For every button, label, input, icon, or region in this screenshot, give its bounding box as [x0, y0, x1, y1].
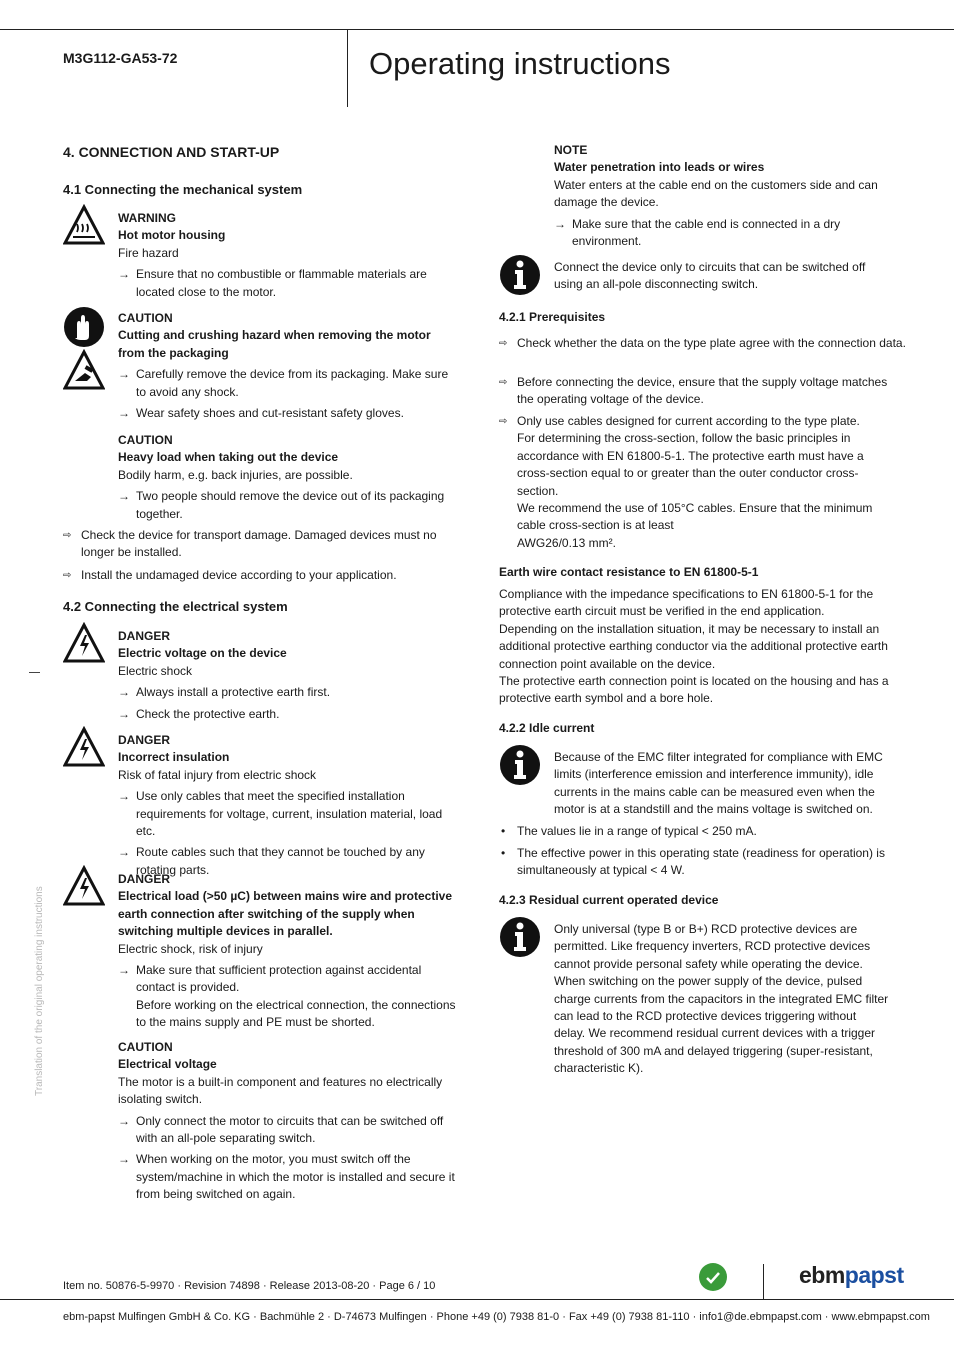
caution-heading: Electrical voltage [118, 1057, 217, 1072]
list-item: → Route cables such that they cannot be touched by any rotating parts. [118, 845, 425, 877]
note-keyword: NOTE [554, 143, 588, 157]
info-icon [499, 254, 541, 296]
subsection-mechanical: 4.1 Connecting the mechanical system [63, 182, 303, 197]
list-item: → Carefully remove the device from its packaging. Make sure to avoid any shock. [118, 367, 449, 399]
caution-keyword: CAUTION [118, 311, 173, 325]
high-voltage-icon [63, 726, 105, 768]
page-title: Operating instructions [369, 46, 671, 81]
bullet-dot-icon: • [501, 846, 506, 860]
list-item: → Only connect the motor to circuits that can be switched off with an all-pole separating switch. [118, 1113, 444, 1146]
danger-heading: Incorrect insulation [118, 750, 230, 765]
danger-keyword: DANGER [118, 733, 171, 747]
list-item: → Make sure that sufficient protection against accidental contact is provided. Before working on the electrical connection, the connections to the mains supply and PE must be shorted. [118, 963, 456, 1030]
arrow-bullet-icon: ⇨ [499, 338, 508, 349]
header-top-rule [0, 29, 954, 30]
danger-keyword: DANGER [118, 872, 171, 886]
danger-text: Electric shock [118, 663, 193, 678]
list-item: → Check the protective earth. [118, 706, 280, 721]
hot-surface-icon [63, 204, 105, 246]
danger-heading: Electrical load (>50 µC) between mains wire and protective earth connection after switching of the supply when switching multiple devices in parallel. [118, 889, 453, 939]
caution-text: Bodily harm, e.g. back injuries, are possible. [118, 467, 353, 482]
danger-keyword: DANGER [118, 629, 171, 643]
list-item: → When working on the motor, you must switch off the system/machine in which the motor is installed and secure it from being switched on again. [118, 1152, 455, 1202]
item-info: Item no. 50876-5-9970 · Revision 74898 · Release 2013-08-20 · Page 6 / 10 [63, 1280, 436, 1292]
list-item: ⇨ Before connecting the device, ensure that the supply voltage matches the operating voltage of the device. [499, 375, 888, 407]
arrow-bullet-icon: ⇨ [499, 416, 508, 427]
danger-electrical-load [118, 871, 463, 1032]
note-heading: Water penetration into leads or wires [554, 160, 765, 175]
danger-insulation [118, 732, 463, 879]
high-voltage-icon [63, 865, 105, 907]
earth-wire-heading: Earth wire contact resistance to EN 61800-5-1 [499, 565, 759, 579]
warning-hot-housing [118, 210, 458, 301]
subsection-prerequisites: 4.2.1 Prerequisites [499, 310, 606, 324]
margin-mark [29, 672, 40, 673]
list-item: → Always install a protective earth first. [118, 685, 331, 700]
caution-heavy-load [118, 432, 458, 523]
high-voltage-icon [63, 622, 105, 664]
section-title: 4. CONNECTION AND START-UP [63, 144, 280, 160]
caution-keyword: CAUTION [118, 1040, 173, 1054]
caution-electrical-voltage [118, 1039, 458, 1204]
warning-text: Fire hazard [118, 245, 179, 260]
crushing-hazard-icon [63, 349, 105, 391]
danger-voltage [118, 628, 458, 723]
list-item: ⇨ Check the device for transport damage. Damaged devices must no longer be installed. [63, 528, 437, 560]
warning-heading: Hot motor housing [118, 228, 226, 243]
danger-heading: Electric voltage on the device [118, 646, 287, 661]
list-item: → Two people should remove the device out of its packaging together. [118, 489, 445, 521]
arrow-bullet-icon: ⇨ [63, 530, 72, 541]
gloves-icon [63, 306, 105, 348]
caution-text: The motor is a built-in component and features no electrically isolating switch. [118, 1074, 443, 1107]
list-item: ⇨ Install the undamaged device according to your application. [63, 567, 461, 584]
model-number: M3G112-GA53-72 [63, 50, 178, 66]
idle-current-info: Because of the EMC filter integrated for compliance with EMC limits (interference emission and interference immunity), idle currents in the mains cable can be measured even when the motor is at a standstill and the mains voltage is switched on. [554, 750, 883, 817]
list-item: → Wear safety shoes and cut-resistant safety gloves. [118, 406, 404, 421]
warning-keyword: WARNING [118, 211, 176, 225]
info-icon [499, 744, 541, 786]
caution-keyword: CAUTION [118, 433, 173, 447]
earth-wire-text: Compliance with the impedance specifications to EN 61800-5-1 for the protective earth circuit must be verified in the end application. Depending on the installation situation, it may be necessary to install an additional protective earthing conductor via the additional protective earth connection point available on the device. The protective earth connection point is located on the housing and has a protective earth symbol and a bore hole. [499, 587, 889, 706]
danger-text: Risk of fatal injury from electric shock [118, 767, 317, 782]
note-water [554, 142, 889, 250]
info-all-pole: Connect the device only to circuits that can be switched off using an all-pole disconnecting switch. [554, 260, 866, 292]
list-item: → Ensure that no combustible or flammable materials are located close to the motor. [118, 267, 427, 299]
caution-cutting [118, 310, 458, 422]
arrow-bullet-icon: ⇨ [499, 377, 508, 388]
list-item: • The values lie in a range of typical < 250 mA. [499, 823, 907, 840]
green-tech-badge-icon [698, 1262, 728, 1292]
caution-heading: Heavy load when taking out the device [118, 450, 339, 465]
note-text: Water enters at the cable end on the customers side and can damage the device. [554, 177, 878, 210]
info-icon [499, 916, 541, 958]
arrow-bullet-icon: ⇨ [63, 570, 72, 581]
side-note: Translation of the original operating instructions [34, 886, 45, 1096]
subsection-electrical: 4.2 Connecting the electrical system [63, 599, 288, 614]
rcd-info: Only universal (type B or B+) RCD protective devices are permitted. Like frequency inverters, RCD protective devices cannot provide personal safety while operating the device. When switching on the power supply of the device, pulsed charge currents from the capacitors in the integrated EMC filter can lead to the RCD protective devices triggering without delay. We recommend residual current devices with a trigger threshold of 300 mA and delayed triggering (super-resistant, characteristic K). [554, 922, 889, 1076]
footer-rule [0, 1299, 954, 1300]
ebmpapst-logo: ebmpapst [799, 1262, 904, 1288]
danger-text: Electric shock, risk of injury [118, 941, 263, 956]
subsection-idle-current: 4.2.2 Idle current [499, 721, 595, 735]
caution-heading: Cutting and crushing hazard when removing the motor from the packaging [118, 328, 431, 360]
list-item: → Use only cables that meet the specified installation requirements for voltage, current, insulation material, load etc. [118, 789, 443, 839]
list-item: → Make sure that the cable end is connected in a dry environment. [554, 216, 841, 249]
list-item: • The effective power in this operating state (readiness for operation) is simultaneously at typical < 4 W. [501, 846, 885, 878]
bullet-dot-icon: • [501, 824, 506, 838]
header-divider [347, 29, 348, 107]
logo-divider [763, 1264, 764, 1299]
list-item: ⇨ Check whether the data on the type plate agree with the connection data. [499, 335, 907, 352]
company-address: ebm-papst Mulfingen GmbH & Co. KG · Bachmühle 2 · D-74673 Mulfingen · Phone +49 (0) 7938 81-0 · Fax +49 (0) 7938 81-110 · info1@de.ebmpapst.com · www.ebmpapst.com [63, 1311, 930, 1323]
list-item: ⇨ Only use cables designed for current according to the type plate. For determining the cross-section, follow the basic principles in accordance with EN 61800-5-1. The protective earth must have a cross-section equal to or greater than the outer conductor cross-section. We recommend the use of 105°C cables. Ensure that the minimum cable cross-section is at least AWG26/0.13 mm². [499, 414, 873, 550]
subsection-rcd: 4.2.3 Residual current operated device [499, 893, 719, 907]
